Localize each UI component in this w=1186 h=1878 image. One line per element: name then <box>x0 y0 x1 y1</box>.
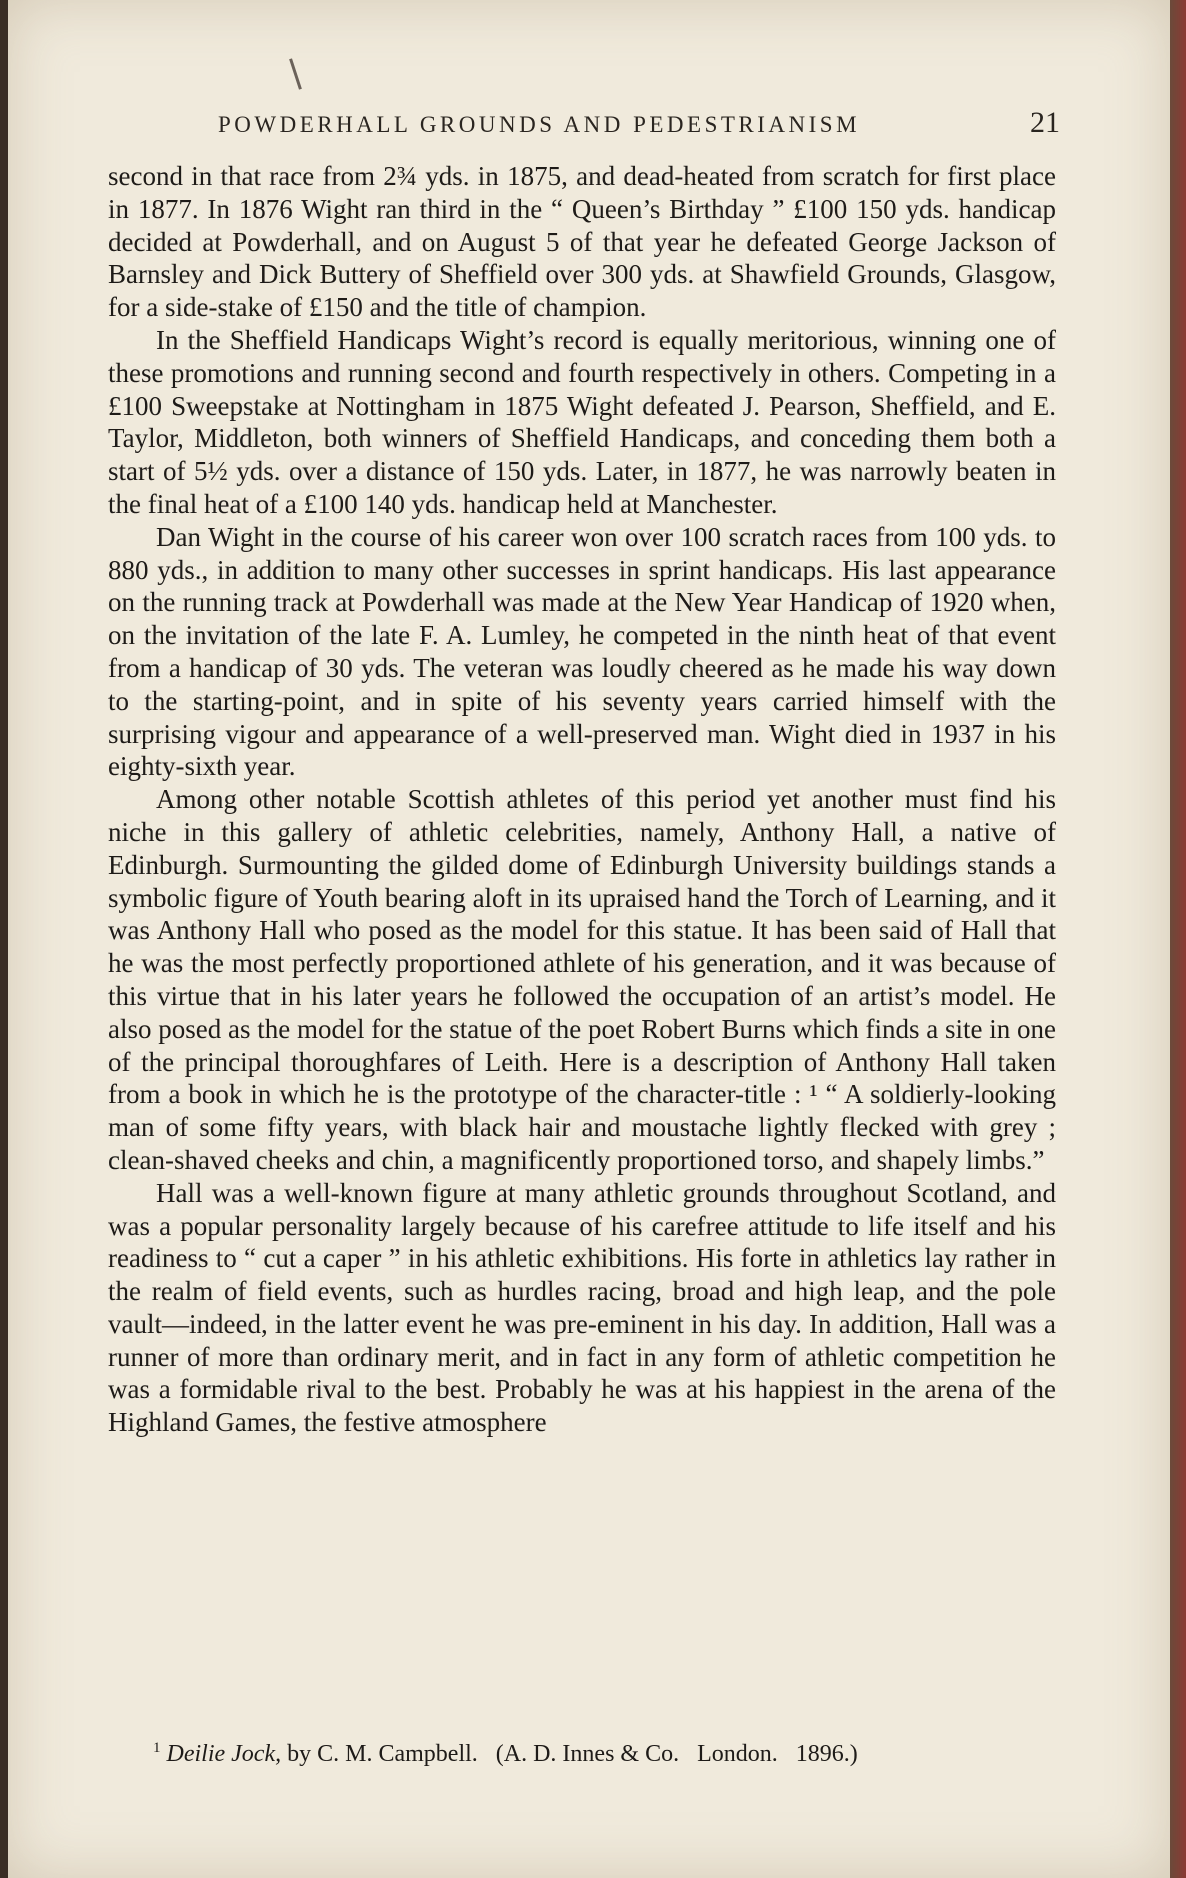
paragraph: Hall was a well-known figure at many athletic grounds throughout Scotland, and was a popular personality largely because of his carefree attitude to life itself and his readiness to “ cut a caper ” in his athletic exhibitions. His forte in athletics lay rather in the realm of field events, such as hurdles racing, broad and high leap, and the pole vault—indeed, in the latter event he was pre-eminent in his day. In addition, Hall was a runner of more than ordinary merit, and in fact in any form of athletic competition he was a formidable rival to the best. Probably he was at his happiest in the arena of the Highland Games, the festive atmosphere <box>108 1177 1056 1438</box>
paragraph: second in that race from 2¾ yds. in 1875, and dead-heated from scratch for first place in 1877. In 1876 Wight ran third in the “ Queen’s Birthday ” £100 150 yds. handicap decided at Powderhall, and on August 5 of that year he defeated George Jackson of Barnsley and Dick Buttery of Sheffield over 300 yds. at Shawfield Grounds, Glasgow, for a side-stake of £150 and the title of champion. <box>108 161 1056 323</box>
footnote-book-title: Deilie Jock, <box>166 1741 282 1767</box>
book-cover-edge <box>1170 0 1186 1878</box>
footnote <box>153 1740 1053 1768</box>
footnote-citation: by C. M. Campbell. (A. D. Innes & Co. London. 1896.) <box>281 1741 858 1767</box>
book-page <box>8 0 1170 1878</box>
body-text <box>108 160 1056 1439</box>
pencil-mark <box>289 58 302 89</box>
paragraph: In the Sheffield Handicaps Wight’s record is equally meritorious, winning one of these promotions and running second and fourth respectively in others. Competing in a £100 Sweepstake at Nottingham in 1875 Wight defeated J. Pearson, Sheffield, and E. Taylor, Middleton, both winners of Sheffield Handicaps, and conceding them both a start of 5½ yds. over a distance of 150 yds. Later, in 1877, he was narrowly beaten in the final heat of a £100 140 yds. handicap held at Manchester. <box>108 324 1056 519</box>
paragraph: Among other notable Scottish athletes of this period yet another must find his niche in this gallery of athletic celebrities, namely, Anthony Hall, a native of Edinburgh. Surmounting the gilded dome of Edinburgh University buildings stands a symbolic figure of Youth bearing aloft in its upraised hand the Torch of Learning, and it was Anthony Hall who posed as the model for this statue. It has been said of Hall that he was the most perfectly proportioned athlete of his generation, and it was because of this virtue that in his later years he followed the occupation of an artist’s model. He also posed as the model for the statue of the poet Robert Burns which finds a site in one of the principal thoroughfares of Leith. Here is a description of Anthony Hall taken from a book in which he is the prototype of the character-title : ¹ “ A soldierly-looking man of some fifty years, with black hair and moustache lightly flecked with grey ; clean-shaved cheeks and chin, a magnificently proportioned torso, and shapely limbs.” <box>108 784 1056 1175</box>
paragraph: Dan Wight in the course of his career won over 100 scratch races from 100 yds. to 880 yds., in addition to many other successes in sprint handicaps. His last appearance on the running track at Powderhall was made at the New Year Handicap of 1920 when, on the invitation of the late F. A. Lumley, he competed in the ninth heat of that event from a handicap of 30 yds. The veteran was loudly cheered as he made his way down to the starting-point, and in spite of his seventy years carried himself with the surprising vigour and appearance of a well-preserved man. Wight died in 1937 in his eighty-sixth year. <box>108 521 1056 782</box>
running-header <box>218 106 1068 139</box>
page-number: 21 <box>1030 106 1060 139</box>
running-title: POWDERHALL GROUNDS AND PEDESTRIANISM <box>218 112 861 137</box>
footnote-marker: 1 <box>153 1740 161 1756</box>
